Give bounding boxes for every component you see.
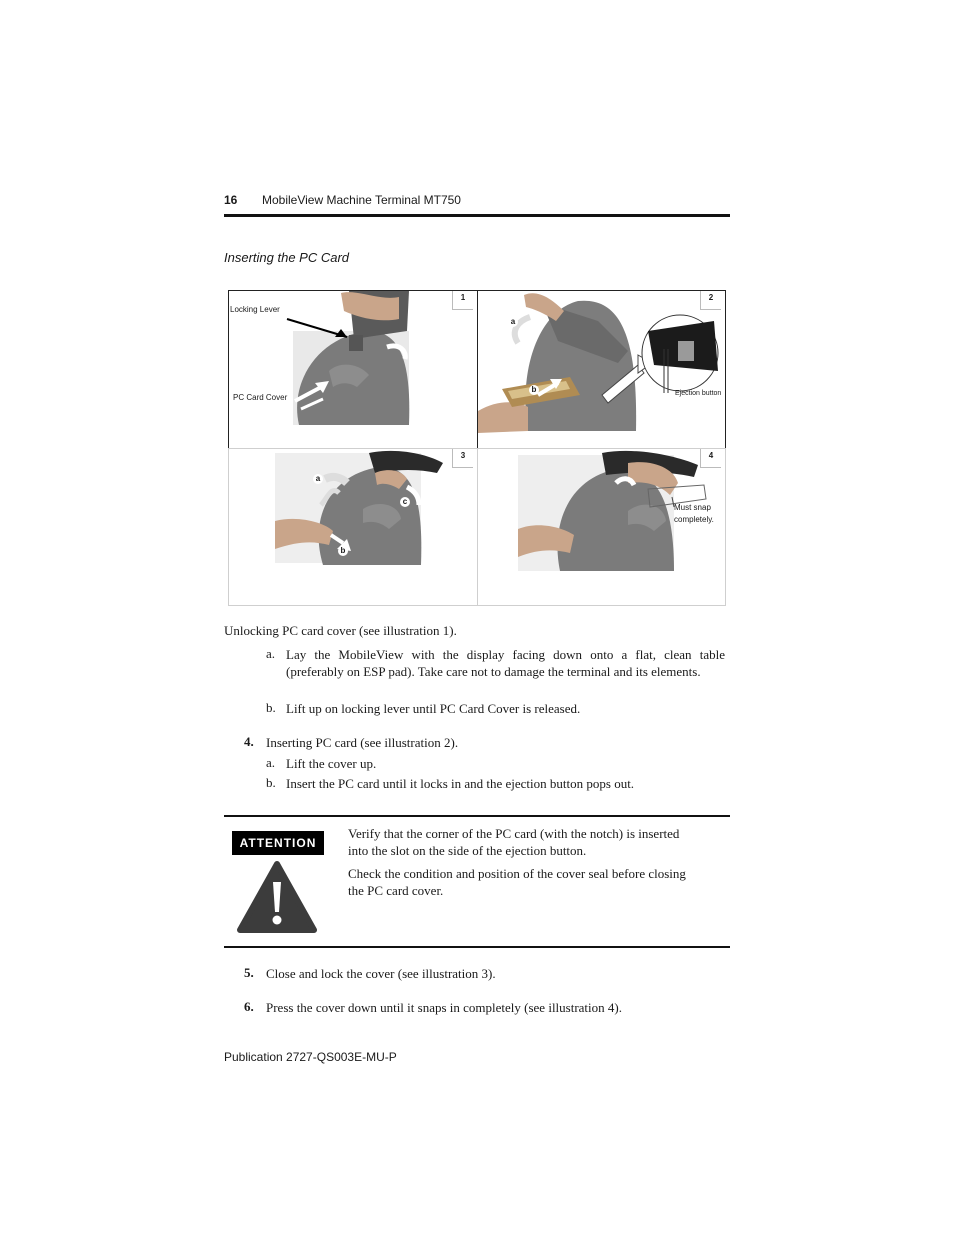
list-item-text: Lift the cover up. (286, 756, 377, 771)
attention-top-rule (224, 815, 730, 817)
callout-letter-b: b (338, 546, 348, 556)
list-item-text: Lift up on locking lever until PC Card Cover is released. (286, 701, 581, 716)
callout-pc-card-cover: PC Card Cover (233, 393, 288, 402)
callout-letter-a: a (508, 317, 518, 327)
step-number: 6. (244, 999, 254, 1014)
illustration-panel-4 (477, 448, 726, 606)
callout-letter-b: b (529, 385, 539, 395)
callout-locking-lever: Locking Lever (230, 305, 280, 314)
panel-number: 2 (700, 291, 721, 310)
callout-letter-a: a (313, 474, 323, 484)
step-text: Inserting PC card (see illustration 2). (266, 735, 459, 750)
list-item-letter: b. (266, 775, 276, 790)
panel-3-photo (229, 449, 478, 606)
unlock-intro: Unlocking PC card cover (see illustration 1). (224, 623, 457, 638)
step-number: 5. (244, 965, 254, 980)
warning-triangle-icon (236, 860, 318, 939)
illustration-figure (228, 290, 726, 606)
attention-paragraph: Verify that the corner of the PC card (with the notch) is inserted into the slot on the side of the ejection button. (348, 826, 680, 858)
section-caption: Inserting the PC Card (224, 250, 350, 265)
callout-ejection-button: Ejection button (675, 390, 722, 397)
list-item-text: Insert the PC card until it locks in and the ejection button pops out. (286, 776, 635, 791)
illustration-panel-1 (228, 290, 478, 449)
publication-footer: Publication 2727-QS003E-MU-P (224, 1050, 397, 1064)
panel-number: 3 (452, 449, 473, 468)
illustration-panel-3 (228, 448, 478, 606)
list-item-letter: a. (266, 646, 276, 661)
list-item-letter: b. (266, 700, 276, 715)
step-text: Press the cover down until it snaps in completely (see illustration 4). (266, 1000, 622, 1015)
header-rule (224, 214, 730, 217)
step-number: 4. (244, 734, 254, 749)
document-title: MobileView Machine Terminal MT750 (262, 193, 461, 207)
panel-number: 4 (700, 449, 721, 468)
page-number: 16 (224, 193, 238, 207)
step-text: Close and lock the cover (see illustration 3). (266, 966, 496, 981)
callout-letter-c: c (400, 497, 410, 507)
callout-must-snap: Must snap (674, 503, 711, 512)
panel-4-photo (478, 449, 726, 606)
illustration-panel-2 (477, 290, 726, 449)
list-item-text: Lay the MobileView with the display facing down onto a flat, clean table (preferably on ESP pad). Take care not to damage the terminal and its elements. (286, 647, 725, 679)
attention-label: ATTENTION (232, 831, 324, 855)
callout-completely: completely. (674, 515, 714, 524)
attention-bottom-rule (224, 946, 730, 948)
attention-paragraph: Check the condition and position of the cover seal before closing the PC card cover. (348, 866, 686, 898)
panel-2-photo (478, 291, 726, 449)
list-item-letter: a. (266, 755, 276, 770)
panel-number: 1 (452, 291, 473, 310)
